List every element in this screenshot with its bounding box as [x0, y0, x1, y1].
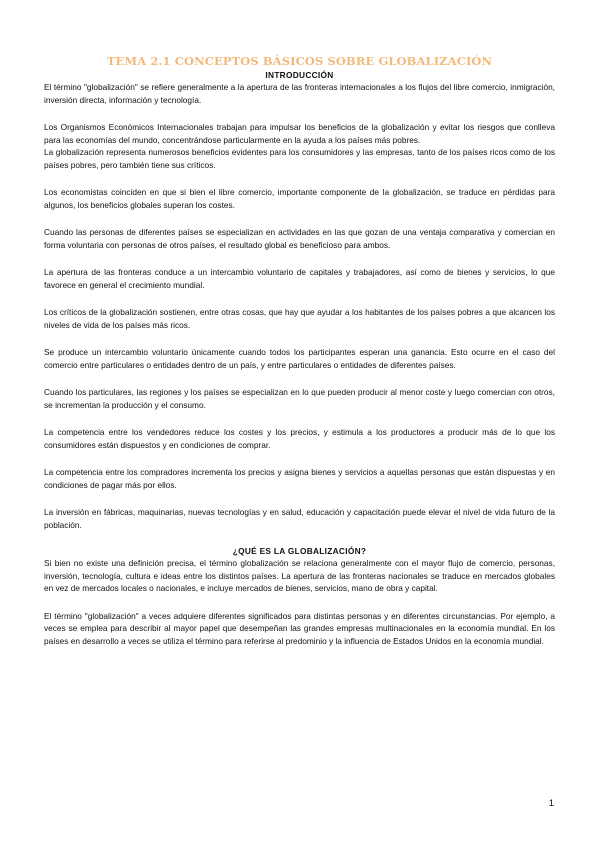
paragraph: Los Organismos Económicos Internacionales trabajan para impulsar los beneficios de la globalización y evitar los riesgos que conlleva para las economías del mundo, concentrándose particularmente en la ayuda a los países más pobres.	[44, 122, 555, 145]
paragraph: Los economistas coinciden en que si bien el libre comercio, importante componente de la globalización, se traduce en pérdidas para algunos, los beneficios globales superan los costes.	[44, 187, 555, 210]
paragraph: Cuando las personas de diferentes países se especializan en actividades en las que gozan de una ventaja comparativa y comercian en forma voluntaria con personas de otros países, el resultado global es beneficioso para ambos.	[44, 227, 555, 250]
document-title: TEMA 2.1 CONCEPTOS BÁSICOS SOBRE GLOBALIZACIÓN	[106, 54, 493, 68]
paragraph: El término "globalización" a veces adquiere diferentes significados para distintas personas y en diferentes circunstancias. Por ejemplo, a veces se emplea para describir al mayor papel que desempeñan las grandes empresas multinacionales en la economía mundial. En los países en desarrollo a veces se utiliza el término para referirse al predominio y la influencia de Estados Unidos en la economía mundial.	[44, 610, 555, 646]
paragraph: Se produce un intercambio voluntario únicamente cuando todos los participantes esperan una ganancia. Esto ocurre en el caso del comercio entre particulares o entidades dentro de un país, y entre particulares o entidades de diferentes países.	[44, 347, 555, 370]
paragraph: El término "globalización" se refiere generalmente a la apertura de las fronteras internacionales a los flujos del libre comercio, inmigración, inversión directa, información y tecnología.	[44, 82, 555, 105]
paragraph: Si bien no existe una definición precisa, el término globalización se relaciona generalmente con el mayor flujo de comercio, personas, inversión, tecnología, cultura e ideas entre los distintos países. La apertura de las fronteras nacionales se traduce en mercados globales en vez de mercados locales o nacionales, e incluye mercados de bienes, servicios, mano de obra y capital.	[44, 558, 555, 593]
paragraph: La inversión en fábricas, maquinarias, nuevas tecnologías y en salud, educación y capacitación puede elevar el nivel de vida futuro de la población.	[44, 507, 555, 530]
paragraph: Cuando los particulares, las regiones y los países se especializan en lo que pueden producir al menor coste y luego comercian con otros, se incrementan la producción y el consumo.	[44, 387, 555, 410]
paragraph: La competencia entre los compradores incrementa los precios y asigna bienes y servicios a aquellas personas que están dispuestas y en condiciones de pagar más por ellos.	[44, 467, 555, 490]
section-heading-introduccion: INTRODUCCIÓN	[265, 70, 334, 80]
paragraph: La globalización representa numerosos beneficios evidentes para los consumidores y las empresas, tanto de los países ricos como de los países pobres, pero también tiene sus críticos.	[44, 147, 555, 170]
page-number: 1	[548, 798, 554, 809]
paragraph: Los críticos de la globalización sostienen, entre otras cosas, que hay que ayudar a los habitantes de los países pobres a que alcancen los niveles de vida de los países más ricos.	[44, 307, 555, 330]
paragraph: La apertura de las fronteras conduce a un intercambio voluntario de capitales y trabajadores, así como de bienes y servicios, lo que favorece en general el crecimiento mundial.	[44, 267, 555, 290]
section-heading-que-es-la-globalizacion: ¿QUÉ ES LA GLOBALIZACIÓN?	[232, 546, 367, 556]
paragraph: La competencia entre los vendedores reduce los costes y los precios, y estimula a los productores a producir más de lo que los consumidores están dispuestos y en condiciones de comprar.	[44, 427, 555, 450]
